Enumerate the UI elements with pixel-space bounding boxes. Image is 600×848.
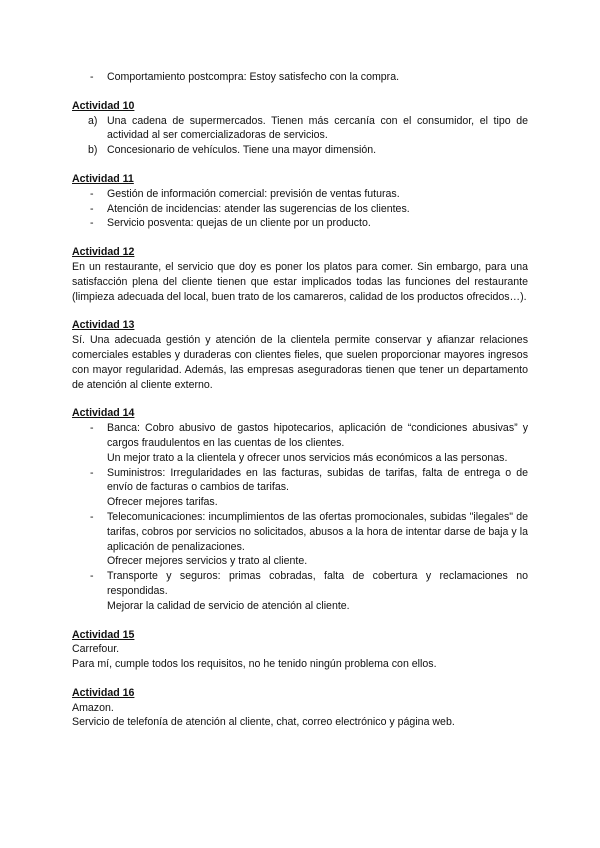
list-item-text: Transporte y seguros: primas cobradas, falta de cobertura y reclamaciones no respondidas. — [107, 570, 528, 597]
actividad-13-heading: Actividad 13 — [72, 319, 135, 332]
list-item — [72, 70, 528, 85]
list-item — [72, 510, 528, 569]
list-item-text: Concesionario de vehículos. Tiene una mayor dimensión. — [107, 144, 377, 157]
list-item-text: Comportamiento postcompra: Estoy satisfecho con la compra. — [107, 71, 400, 83]
bullet-marker: - — [90, 71, 94, 83]
actividad-14-section — [72, 406, 528, 613]
bullet-marker: - — [90, 466, 94, 479]
bullet-marker: - — [90, 217, 94, 230]
bullet-marker: - — [90, 422, 94, 435]
list-marker: a) — [88, 114, 98, 127]
list-item-subtext: Un mejor trato a la clientela y ofrecer unos servicios más económicos a las personas. — [107, 451, 508, 464]
list-item — [72, 466, 528, 510]
actividad-10-heading: Actividad 10 — [72, 99, 135, 112]
actividad-15-heading: Actividad 15 — [72, 628, 135, 641]
list-item-subtext: Ofrecer mejores servicios y trato al cliente. — [107, 555, 308, 568]
actividad-16-line: Servicio de telefonía de atención al cliente, chat, correo electrónico y página web. — [72, 716, 455, 729]
list-item — [72, 143, 528, 158]
list-item-subtext: Ofrecer mejores tarifas. — [107, 496, 218, 509]
actividad-12-heading: Actividad 12 — [72, 246, 135, 259]
bullet-marker: - — [90, 187, 94, 200]
list-item-text: Banca: Cobro abusivo de gastos hipotecarios, aplicación de “condiciones abusivas” y cargos fraudulentos en las cuentas de los clientes. — [107, 422, 528, 449]
list-item-text: Gestión de información comercial: previsión de ventas futuras. — [107, 187, 400, 200]
actividad-15-line: Para mí, cumple todos los requisitos, no he tenido ningún problema con ellos. — [72, 658, 437, 671]
actividad-11-section — [72, 172, 528, 231]
actividad-12-paragraph: En un restaurante, el servicio que doy es poner los platos para comer. Sin embargo, para una satisfacción plena del cliente tienen que estar implicados todas las funciones del restaurante (limpieza adecuada del local, buen trato de los camareros, calidad de los productos ofrecidos…). — [72, 260, 528, 303]
list-item-text: Suministros: Irregularidades en las facturas, subidas de tarifas, falta de entrega o de envío de facturas o cambios de tarifas. — [107, 466, 528, 494]
actividad-14-heading: Actividad 14 — [72, 407, 135, 420]
actividad-16-heading: Actividad 16 — [72, 686, 135, 699]
bullet-marker: - — [90, 510, 94, 523]
list-item-text: Una cadena de supermercados. Tienen más cercanía con el consumidor, el tipo de actividad al ser comercializadoras de servicios. — [107, 114, 528, 142]
actividad-13-section — [72, 318, 528, 392]
actividad-16-section — [72, 686, 528, 730]
actividad-11-heading: Actividad 11 — [72, 172, 134, 185]
list-item-text: Telecomunicaciones: incumplimientos de las ofertas promocionales, subidas "ilegales" de tarifas, cobros por servicios no solicitados, abusos a la hora de intentar darse de baja y la aplicación de penalizaciones. — [107, 510, 528, 553]
bullet-marker: - — [90, 570, 94, 583]
list-item — [72, 202, 528, 217]
list-item — [72, 114, 528, 144]
bullet-marker: - — [90, 202, 94, 215]
list-marker: b) — [88, 144, 98, 157]
list-item — [72, 569, 528, 613]
intro-section — [72, 70, 528, 85]
actividad-15-section — [72, 628, 528, 672]
actividad-10-section — [72, 99, 528, 158]
list-item — [72, 421, 528, 465]
list-item — [72, 216, 528, 231]
list-item — [72, 187, 528, 202]
actividad-13-paragraph: Sí. Una adecuada gestión y atención de la clientela permite conservar y afianzar relaciones comerciales estables y duraderas con clientes fieles, que suelen proporcionar mayores ingresos con mayor regularidad. Además, las empresas aseguradoras tienen que tener un departamento de atención al cliente externo. — [72, 334, 528, 391]
actividad-16-line: Amazon. — [72, 701, 114, 714]
list-item-text: Atención de incidencias: atender las sugerencias de los clientes. — [107, 202, 410, 215]
actividad-15-line: Carrefour. — [72, 643, 120, 656]
list-item-text: Servicio posventa: quejas de un cliente por un producto. — [107, 217, 371, 230]
actividad-12-section — [72, 245, 528, 304]
list-item-subtext: Mejorar la calidad de servicio de atención al cliente. — [107, 599, 350, 612]
